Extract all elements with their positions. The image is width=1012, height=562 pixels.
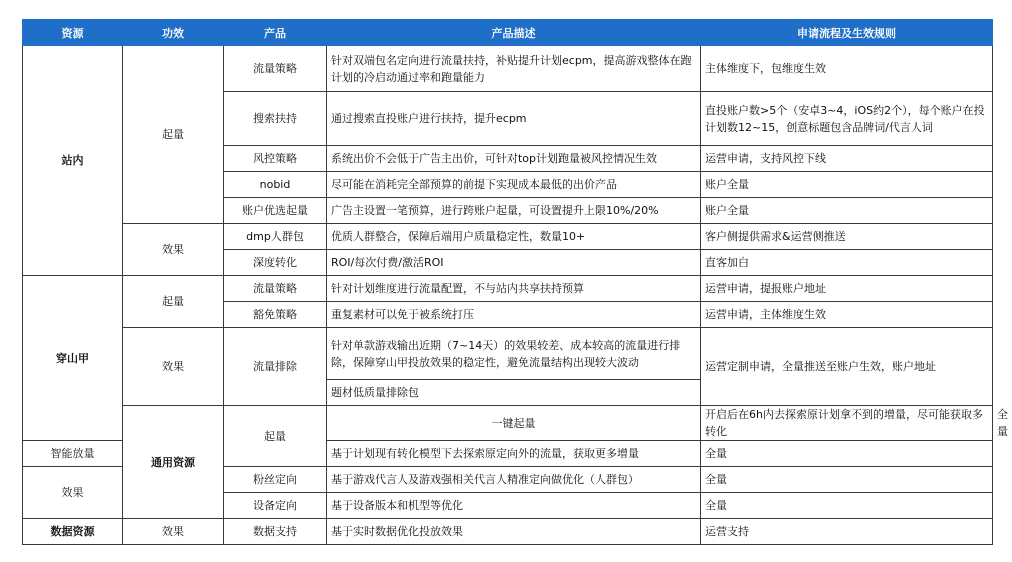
table-row [23,46,993,92]
table-row: 通用资源 起量 一键起量 开启后在6h内去探索原计划拿不到的增量，尽可能获取多转化 全量 [23,406,993,441]
product-cell: 搜索扶持 [224,92,327,146]
table-row [23,224,993,250]
table-row [23,519,993,545]
rule-cell: 运营申请，支持风控下线 [701,146,993,172]
description-cell: 基于实时数据优化投放效果 [327,519,701,545]
rule-cell: 运营申请，主体维度生效 [701,302,993,328]
header-row [23,20,993,46]
product-cell: dmp人群包 [224,224,327,250]
product-cell: 深度转化 [224,250,327,276]
resource-table [22,19,1008,545]
rule-cell: 直投账户数>5个（安卓3~4，iOS约2个），每个账户在投计划数12~15，创意标题包含品牌词/代言人词 [701,92,993,146]
header-rule: 申请流程及生效规则 [701,20,993,46]
effect-cell: 效果 [123,328,224,406]
product-cell: 数据支持 [224,519,327,545]
description-cell: 基于设备版本和机型等优化 [327,493,701,519]
description-cell: 基于计划现有转化模型下去探索原定向外的流量，获取更多增量 [327,441,701,467]
product-cell: 流量排除 [224,328,327,406]
header-resource: 资源 [23,20,123,46]
resource-cell: 站内 [23,46,123,276]
effect-cell: 效果 [123,224,224,276]
rule-cell: 运营定制申请，全量推送至账户生效，账户地址 [701,328,993,406]
header-product: 产品 [224,20,327,46]
rule-cell: 运营支持 [701,519,993,545]
description-cell: 尽可能在消耗完全部预算的前提下实现成本最低的出价产品 [327,172,701,198]
description-cell: 广告主设置一笔预算，进行跨账户起量，可设置提升上限10%/20% [327,198,701,224]
description-cell: 优质人群整合，保障后端用户质量稳定性，数量10+ [327,224,701,250]
description-cell: 通过搜索直投账户进行扶持，提升ecpm [327,92,701,146]
description-cell: 重复素材可以免于被系统打压 [327,302,701,328]
rule-cell: 账户全量 [701,198,993,224]
description-cell: 针对双端包名定向进行流量扶持，补贴提升计划ecpm，提高游戏整体在跑计划的冷启动通过率和跑量能力 [327,46,701,92]
description-cell: 针对单款游戏输出近期（7~14天）的效果较差、成本较高的流量进行排除，保障穿山甲投放效果的稳定性，避免流量结构出现较大波动 [327,328,701,380]
product-cell: 一键起量 [327,406,701,441]
product-cell: 设备定向 [224,493,327,519]
description-cell: 开启后在6h内去探索原计划拿不到的增量，尽可能获取多转化 [701,406,993,441]
description-cell: 基于游戏代言人及游戏强相关代言人精准定向做优化（人群包） [327,467,701,493]
product-cell: 风控策略 [224,146,327,172]
header-description: 产品描述 [327,20,701,46]
rule-cell: 直客加白 [701,250,993,276]
resource-cell: 穿山甲 [23,276,123,441]
rule-cell: 运营申请，提报账户地址 [701,276,993,302]
table-row [23,276,993,302]
product-cell: 智能放量 [23,441,123,467]
product-cell: 豁免策略 [224,302,327,328]
rule-cell: 客户侧提供需求&运营侧推送 [701,224,993,250]
description-cell: 针对计划维度进行流量配置，不与站内共享扶持预算 [327,276,701,302]
description-cell: 系统出价不会低于广告主出价，可针对top计划跑量被风控情况生效 [327,146,701,172]
rule-cell: 全量 [701,441,993,467]
description-cell: ROI/每次付费/激活ROI [327,250,701,276]
resource-cell: 通用资源 [123,406,224,519]
rule-cell: 主体维度下，包维度生效 [701,46,993,92]
rule-cell: 全量 [701,493,993,519]
product-cell: nobid [224,172,327,198]
description-cell: 题材低质量排除包 [327,380,701,406]
rule-cell: 账户全量 [701,172,993,198]
effect-cell: 效果 [23,467,123,519]
effect-cell: 起量 [123,46,224,224]
resource-cell: 数据资源 [23,519,123,545]
effect-cell: 起量 [224,406,327,467]
effect-cell: 效果 [123,519,224,545]
effect-cell: 起量 [123,276,224,328]
table-row [23,328,993,380]
product-cell: 粉丝定向 [224,467,327,493]
product-cell: 流量策略 [224,276,327,302]
product-cell: 流量策略 [224,46,327,92]
product-cell: 账户优选起量 [224,198,327,224]
rule-cell: 全量 [701,467,993,493]
header-effect: 功效 [123,20,224,46]
